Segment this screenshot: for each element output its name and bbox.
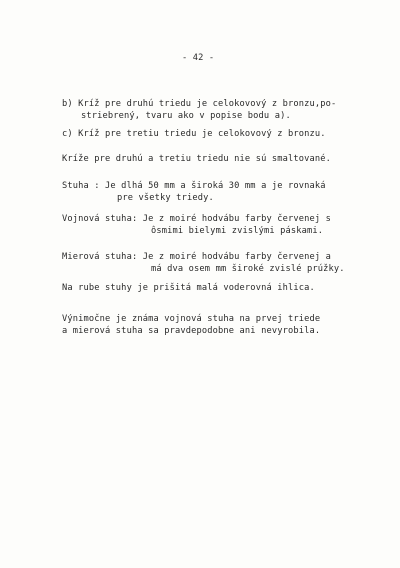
war-ribbon-line-1: Vojnová stuha: Je z moiré hodvábu farby červenej s <box>62 214 332 224</box>
exception-line-1: Výnimočne je známa vojnová stuha na prvej triede <box>62 314 321 324</box>
reverse-note: Na rube stuhy je prišitá malá voderovná ihlica. <box>62 283 315 293</box>
item-b-line-1: b) Kríž pre druhú triedu je celokovový z bronzu,po- <box>62 99 337 109</box>
item-b-line-2: striebrený, tvaru ako v popise bodu a). <box>81 111 291 121</box>
war-ribbon-line-2: ôsmimi bielymi zvislými páskami. <box>151 226 324 236</box>
peace-ribbon-line-1: Mierová stuha: Je z moiré hodvábu farby červenej a <box>62 252 332 262</box>
peace-ribbon-line-2: má dva osem mm široké zvislé prúžky. <box>151 264 345 274</box>
item-c-line-1: c) Kríž pre tretiu triedu je celokovový z bronzu. <box>62 129 326 139</box>
ribbon-line-2: pre všetky triedy. <box>117 193 214 203</box>
page-number: - 42 - <box>182 53 215 63</box>
enamel-note: Kríže pre druhú a tretiu triedu nie sú smaltované. <box>62 154 332 164</box>
exception-line-2: a mierová stuha sa pravdepodobne ani nevyrobila. <box>62 326 321 336</box>
ribbon-line-1: Stuha : Je dlhá 50 mm a široká 30 mm a je rovnaká <box>62 181 326 191</box>
